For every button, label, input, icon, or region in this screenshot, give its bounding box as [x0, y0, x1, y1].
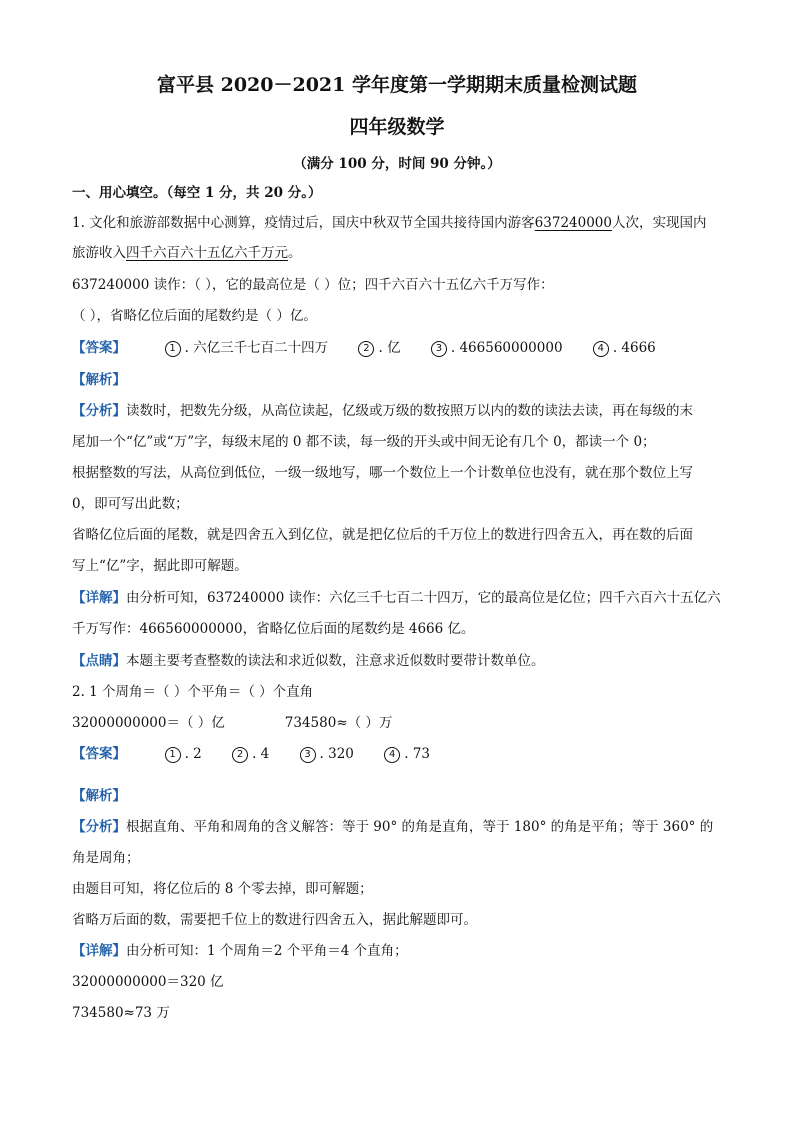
- q2-detail-line2: 32000000000＝320 亿: [72, 974, 224, 990]
- q1-analysis-line5: 省略亿位后面的尾数，就是四舍五入到亿位，就是把亿位后的千万位上的数进行四舍五入，再在数的后面: [72, 527, 693, 543]
- q2-analysis-line3: 由题目可知，将亿位后的 8 个零去掉，即可解题；: [72, 881, 373, 897]
- answer-label: 【答案】: [72, 340, 126, 356]
- xiangjie-label: 【详解】: [72, 590, 126, 606]
- circled-number-icon: 4: [384, 747, 400, 763]
- q2-analysis-line4: 省略万后面的数，需要把千位上的数进行四舍五入，据此解题即可。: [72, 912, 477, 928]
- q1-analysis-line6: 写上“亿”字，据此即可解题。: [72, 558, 248, 574]
- q1-text-line2: [72, 243, 302, 263]
- exam-subtitle: 四年级数学: [349, 116, 445, 138]
- jiexi-label: 【解析】: [72, 788, 126, 804]
- q2-question-2b: 734580≈（ ）万: [284, 715, 393, 731]
- q1-text-b-end: 。: [288, 245, 302, 261]
- q1-answer-3: 3 . 466560000000: [431, 338, 563, 358]
- q2-analysis-line2: 角是周角；: [72, 850, 140, 866]
- q2-analysis-line1: 【分析】根据直角、平角和周角的含义解答：等于 90° 的角是直角，等于 180° 的角是平角；等于 360° 的: [72, 819, 714, 835]
- q2-answer-1: 1 . 2: [165, 744, 202, 764]
- jiexi-label: 【解析】: [72, 372, 126, 388]
- q1-text-a: 1. 文化和旅游部数据中心测算，疫情过后，国庆中秋双节全国共接待国内游客: [72, 215, 535, 231]
- q2-question-2a: 32000000000＝（ ）亿: [72, 715, 225, 731]
- circled-number-icon: 2: [358, 341, 374, 357]
- circled-number-icon: 3: [300, 747, 316, 763]
- fenxi-label: 【分析】: [72, 819, 126, 835]
- q1-analysis-line1: 【分析】读数时，把数先分级，从高位读起，亿级或万级的数按照万以内的数的读法去读，再在每级的末: [72, 403, 693, 419]
- circled-number-icon: 3: [431, 341, 447, 357]
- circled-number-icon: 4: [593, 341, 609, 357]
- q1-answer-1: 1 . 六亿三千七百二十四万: [165, 338, 329, 358]
- q1-analysis-line2: 尾加一个“亿”或“万”字，每级末尾的 0 都不读，每一级的开头或中间无论有几个 0，都读一个 0；: [72, 434, 656, 450]
- q1-blank-line1: 637240000 读作：（ ），它的最高位是（ ）位；四千六百六十五亿六千万写作：: [72, 277, 554, 293]
- q1-answer-row: [72, 338, 682, 358]
- section-heading: 一、用心填空。（每空 1 分，共 20 分。）: [72, 185, 322, 201]
- q1-analysis-line3: 根据整数的写法，从高位到低位，一级一级地写，哪一个数位上一个计数单位也没有，就在那个数位上写: [72, 465, 693, 481]
- q1-detail-line1: 【详解】由分析可知，637240000 读作：六亿三千七百二十四万，它的最高位是亿位；四千六百六十五亿六: [72, 590, 721, 606]
- q1-comment-line: 【点睛】本题主要考查整数的读法和求近似数，注意求近似数时要带计数单位。: [72, 653, 545, 669]
- xiangjie-label: 【详解】: [72, 943, 126, 959]
- circled-number-icon: 2: [232, 747, 248, 763]
- q1-answer-4: 4 . 4666: [593, 338, 656, 358]
- q1-visitors-number: 637240000: [534, 215, 612, 231]
- q1-detail-line2: 千万写作：466560000000，省略亿位后面的尾数约是 4666 亿。: [72, 621, 475, 637]
- exam-title: 富平县 2020－2021 学年度第一学期期末质量检测试题: [157, 74, 637, 96]
- exam-meta: （满分 100 分，时间 90 分钟。）: [293, 156, 501, 172]
- q1-blank-line2: （ ），省略亿位后面的尾数约是（ ）亿。: [72, 308, 317, 324]
- circled-number-icon: 1: [165, 341, 181, 357]
- q2-question-line1: 2. 1 个周角＝（ ）个平角＝（ ）个直角: [72, 684, 314, 700]
- q2-detail-line3: 734580≈73 万: [72, 1005, 170, 1021]
- circled-number-icon: 1: [165, 747, 181, 763]
- q1-text-b-start: 旅游收入: [72, 245, 126, 261]
- q1-answer-2: 2 . 亿: [358, 338, 400, 358]
- answer-label: 【答案】: [72, 746, 126, 762]
- q2-detail-line1: 【详解】由分析可知：1 个周角＝2 个平角＝4 个直角；: [72, 943, 408, 959]
- q2-answer-row: [72, 744, 456, 764]
- q1-analysis-line4: 0，即可写出此数；: [72, 496, 189, 512]
- fenxi-label: 【分析】: [72, 403, 126, 419]
- q2-answer-2: 2 . 4: [232, 744, 269, 764]
- q1-text-a-end: 人次，实现国内: [611, 215, 707, 231]
- q2-answer-3: 3 . 320: [300, 744, 354, 764]
- q2-answer-4: 4 . 73: [384, 744, 430, 764]
- q2-question-line2: [72, 713, 392, 733]
- dianjing-label: 【点睛】: [72, 653, 126, 669]
- q1-text-line1: [72, 213, 706, 233]
- q1-income-amount: 四千六百六十五亿六千万元: [126, 245, 288, 261]
